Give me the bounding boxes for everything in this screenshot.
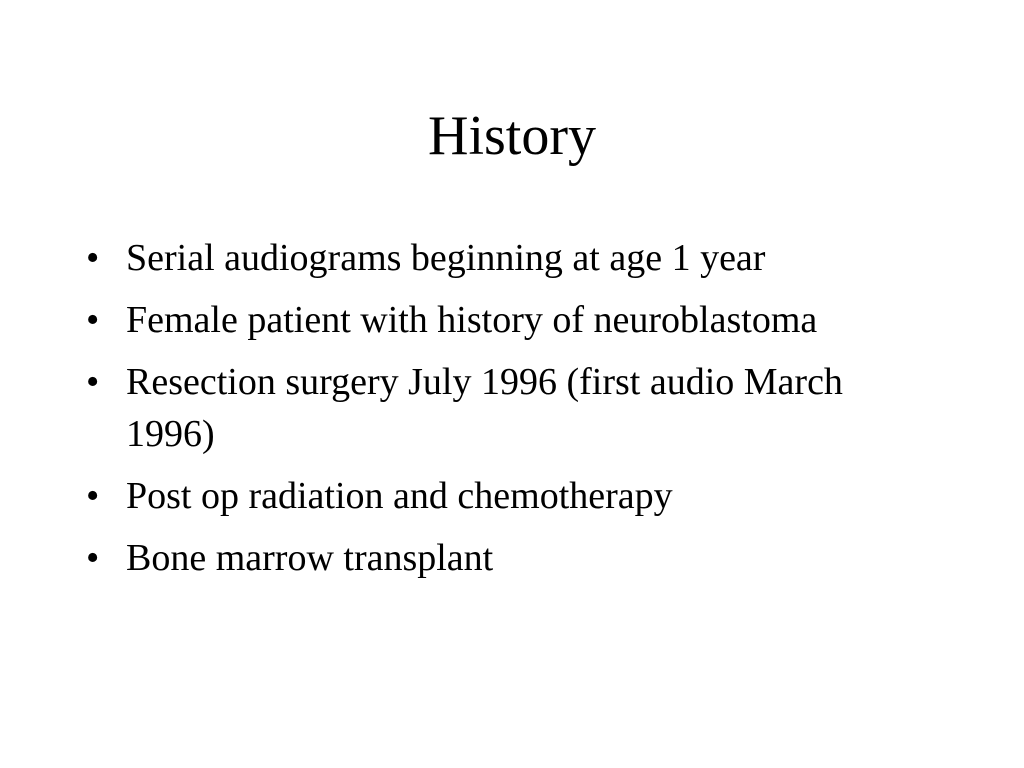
bullet-icon: • [86, 237, 100, 279]
bullet-list [86, 232, 906, 594]
list-item [86, 232, 906, 284]
bullet-icon: • [86, 537, 100, 579]
bullet-text: Post op radiation and chemotherapy [126, 475, 673, 517]
list-item [86, 470, 906, 522]
bullet-text: Bone marrow transplant [126, 537, 494, 579]
bullet-icon: • [86, 361, 100, 403]
list-item [86, 294, 906, 346]
list-item [86, 532, 906, 584]
bullet-text: Resection surgery July 1996 (first audio March 1996) [126, 361, 843, 455]
bullet-icon: • [86, 299, 100, 341]
list-item [86, 356, 906, 460]
bullet-text: Serial audiograms beginning at age 1 year [126, 237, 766, 279]
bullet-text: Female patient with history of neuroblastoma [126, 299, 818, 341]
slide-title: History [428, 105, 596, 167]
bullet-icon: • [86, 475, 100, 517]
